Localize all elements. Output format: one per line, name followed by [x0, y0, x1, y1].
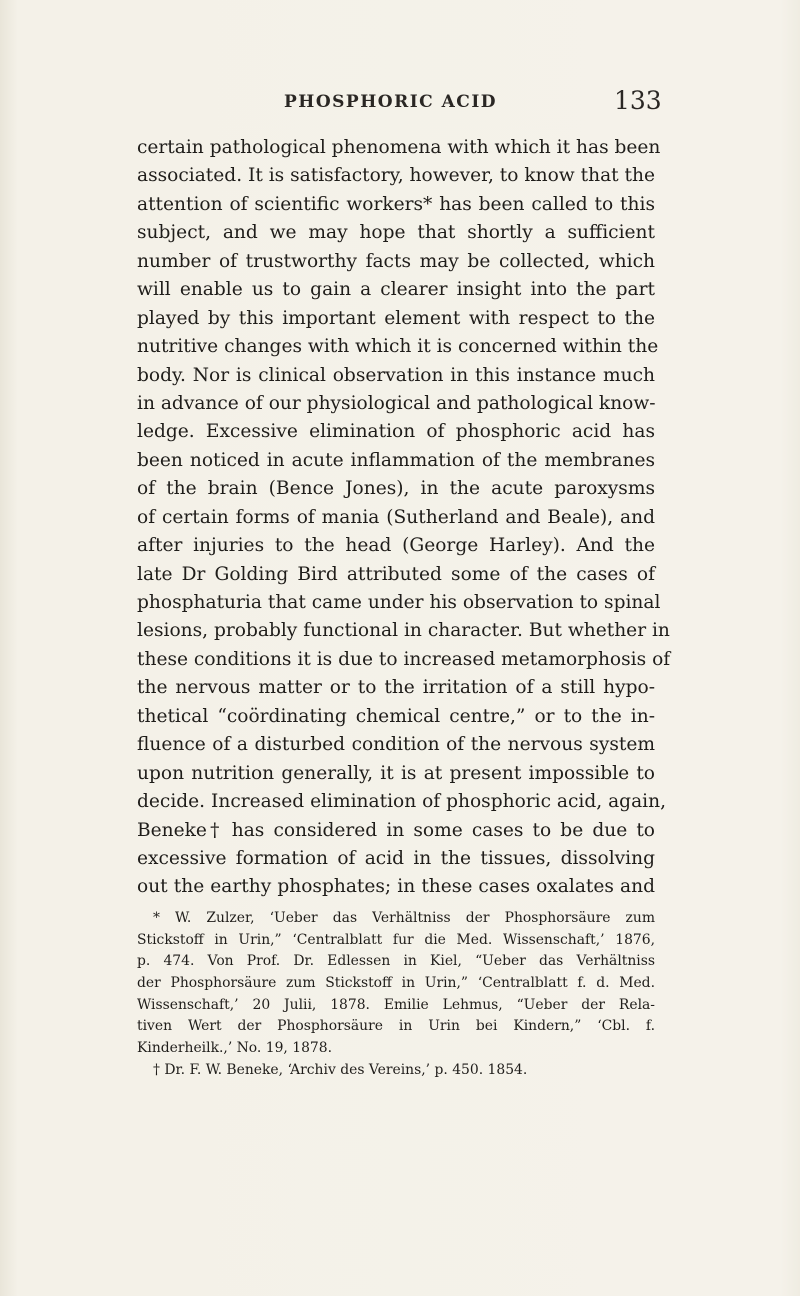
body-line: Beneke† has considered in some cases to be due to — [137, 819, 655, 841]
footnotes — [137, 908, 655, 1082]
footnote-line: † Dr. F. W. Beneke, ‘Archiv des Vereins,’ p. 450. 1854. — [153, 1061, 528, 1078]
footnote-line: * W. Zulzer, ‘Ueber das Verhältniss der Phosphorsäure zum — [153, 910, 655, 926]
body-line: of the brain (Bence Jones), in the acute paroxysms — [137, 478, 655, 500]
footnote-line: Kinderheilk.,’ No. 19, 1878. — [137, 1040, 333, 1057]
body-line: phosphaturia that came under his observation to spinal — [137, 592, 661, 613]
body-line: upon nutrition generally, it is at present impossible to — [137, 762, 655, 784]
body-line: the nervous matter or to the irritation of a still hypo- — [137, 677, 655, 699]
running-title: PHOSPHORIC ACID — [284, 92, 498, 112]
body-line: late Dr Golding Bird attributed some of the cases of — [137, 563, 655, 585]
body-line: fluence of a disturbed condition of the nervous system — [137, 734, 655, 756]
body-line: thetical “coördinating chemical centre,” or to the in- — [137, 705, 655, 727]
body-line: of certain forms of mania (Sutherland and Beale), and — [137, 506, 655, 528]
footnote-line: Wissenschaft,’ 20 Julii, 1878. Emilie Lehmus, “Ueber der Rela- — [137, 996, 655, 1013]
body-line: been noticed in acute inflammation of the membranes — [137, 449, 655, 471]
body-line: excessive formation of acid in the tissues, dissolving — [137, 847, 655, 869]
body-line: subject, and we may hope that shortly a sufficient — [137, 222, 655, 244]
body-line: decide. Increased elimination of phosphoric acid, again, — [137, 791, 667, 813]
body-line: attention of scientific workers* has been called to this — [137, 193, 655, 215]
body-line: certain pathological phenomena with which it has been — [137, 137, 661, 158]
body-line: will enable us to gain a clearer insight into the part — [137, 279, 655, 301]
body-paragraph — [137, 134, 671, 902]
body-line: number of trustworthy facts may be collected, which — [137, 250, 655, 272]
body-line: out the earthy phosphates; in these cases oxalates and — [137, 876, 655, 898]
body-line: played by this important element with respect to the — [137, 307, 655, 329]
footnote-line: p. 474. Von Prof. Dr. Edlessen in Kiel, “Ueber das Verhältniss — [137, 953, 655, 970]
running-head — [0, 88, 800, 118]
body-line: in advance of our physiological and pathological know- — [137, 392, 656, 414]
body-line: ledge. Excessive elimination of phosphoric acid has — [137, 421, 655, 443]
body-line: nutritive changes with which it is concerned within the — [137, 336, 659, 358]
footnote-line: Stickstoff in Urin,” ‘Centralblatt fur die Med. Wissenschaft,’ 1876, — [137, 931, 655, 948]
footnote-line: der Phosphorsäure zum Stickstoff in Urin,” ‘Centralblatt f. d. Med. — [137, 975, 655, 992]
body-line: lesions, probably functional in character. But whether in — [137, 620, 670, 642]
body-line: body. Nor is clinical observation in this instance much — [137, 364, 655, 386]
body-line: associated. It is satisfactory, however, to know that the — [137, 165, 655, 187]
body-line: after injuries to the head (George Harley). And the — [137, 535, 655, 557]
body-line: these conditions it is due to increased metamorphosis of — [137, 648, 671, 670]
footnote-line: tiven Wert der Phosphorsäure in Urin bei Kindern,” ‘Cbl. f. — [137, 1018, 655, 1035]
page-number: 133 — [614, 86, 662, 115]
